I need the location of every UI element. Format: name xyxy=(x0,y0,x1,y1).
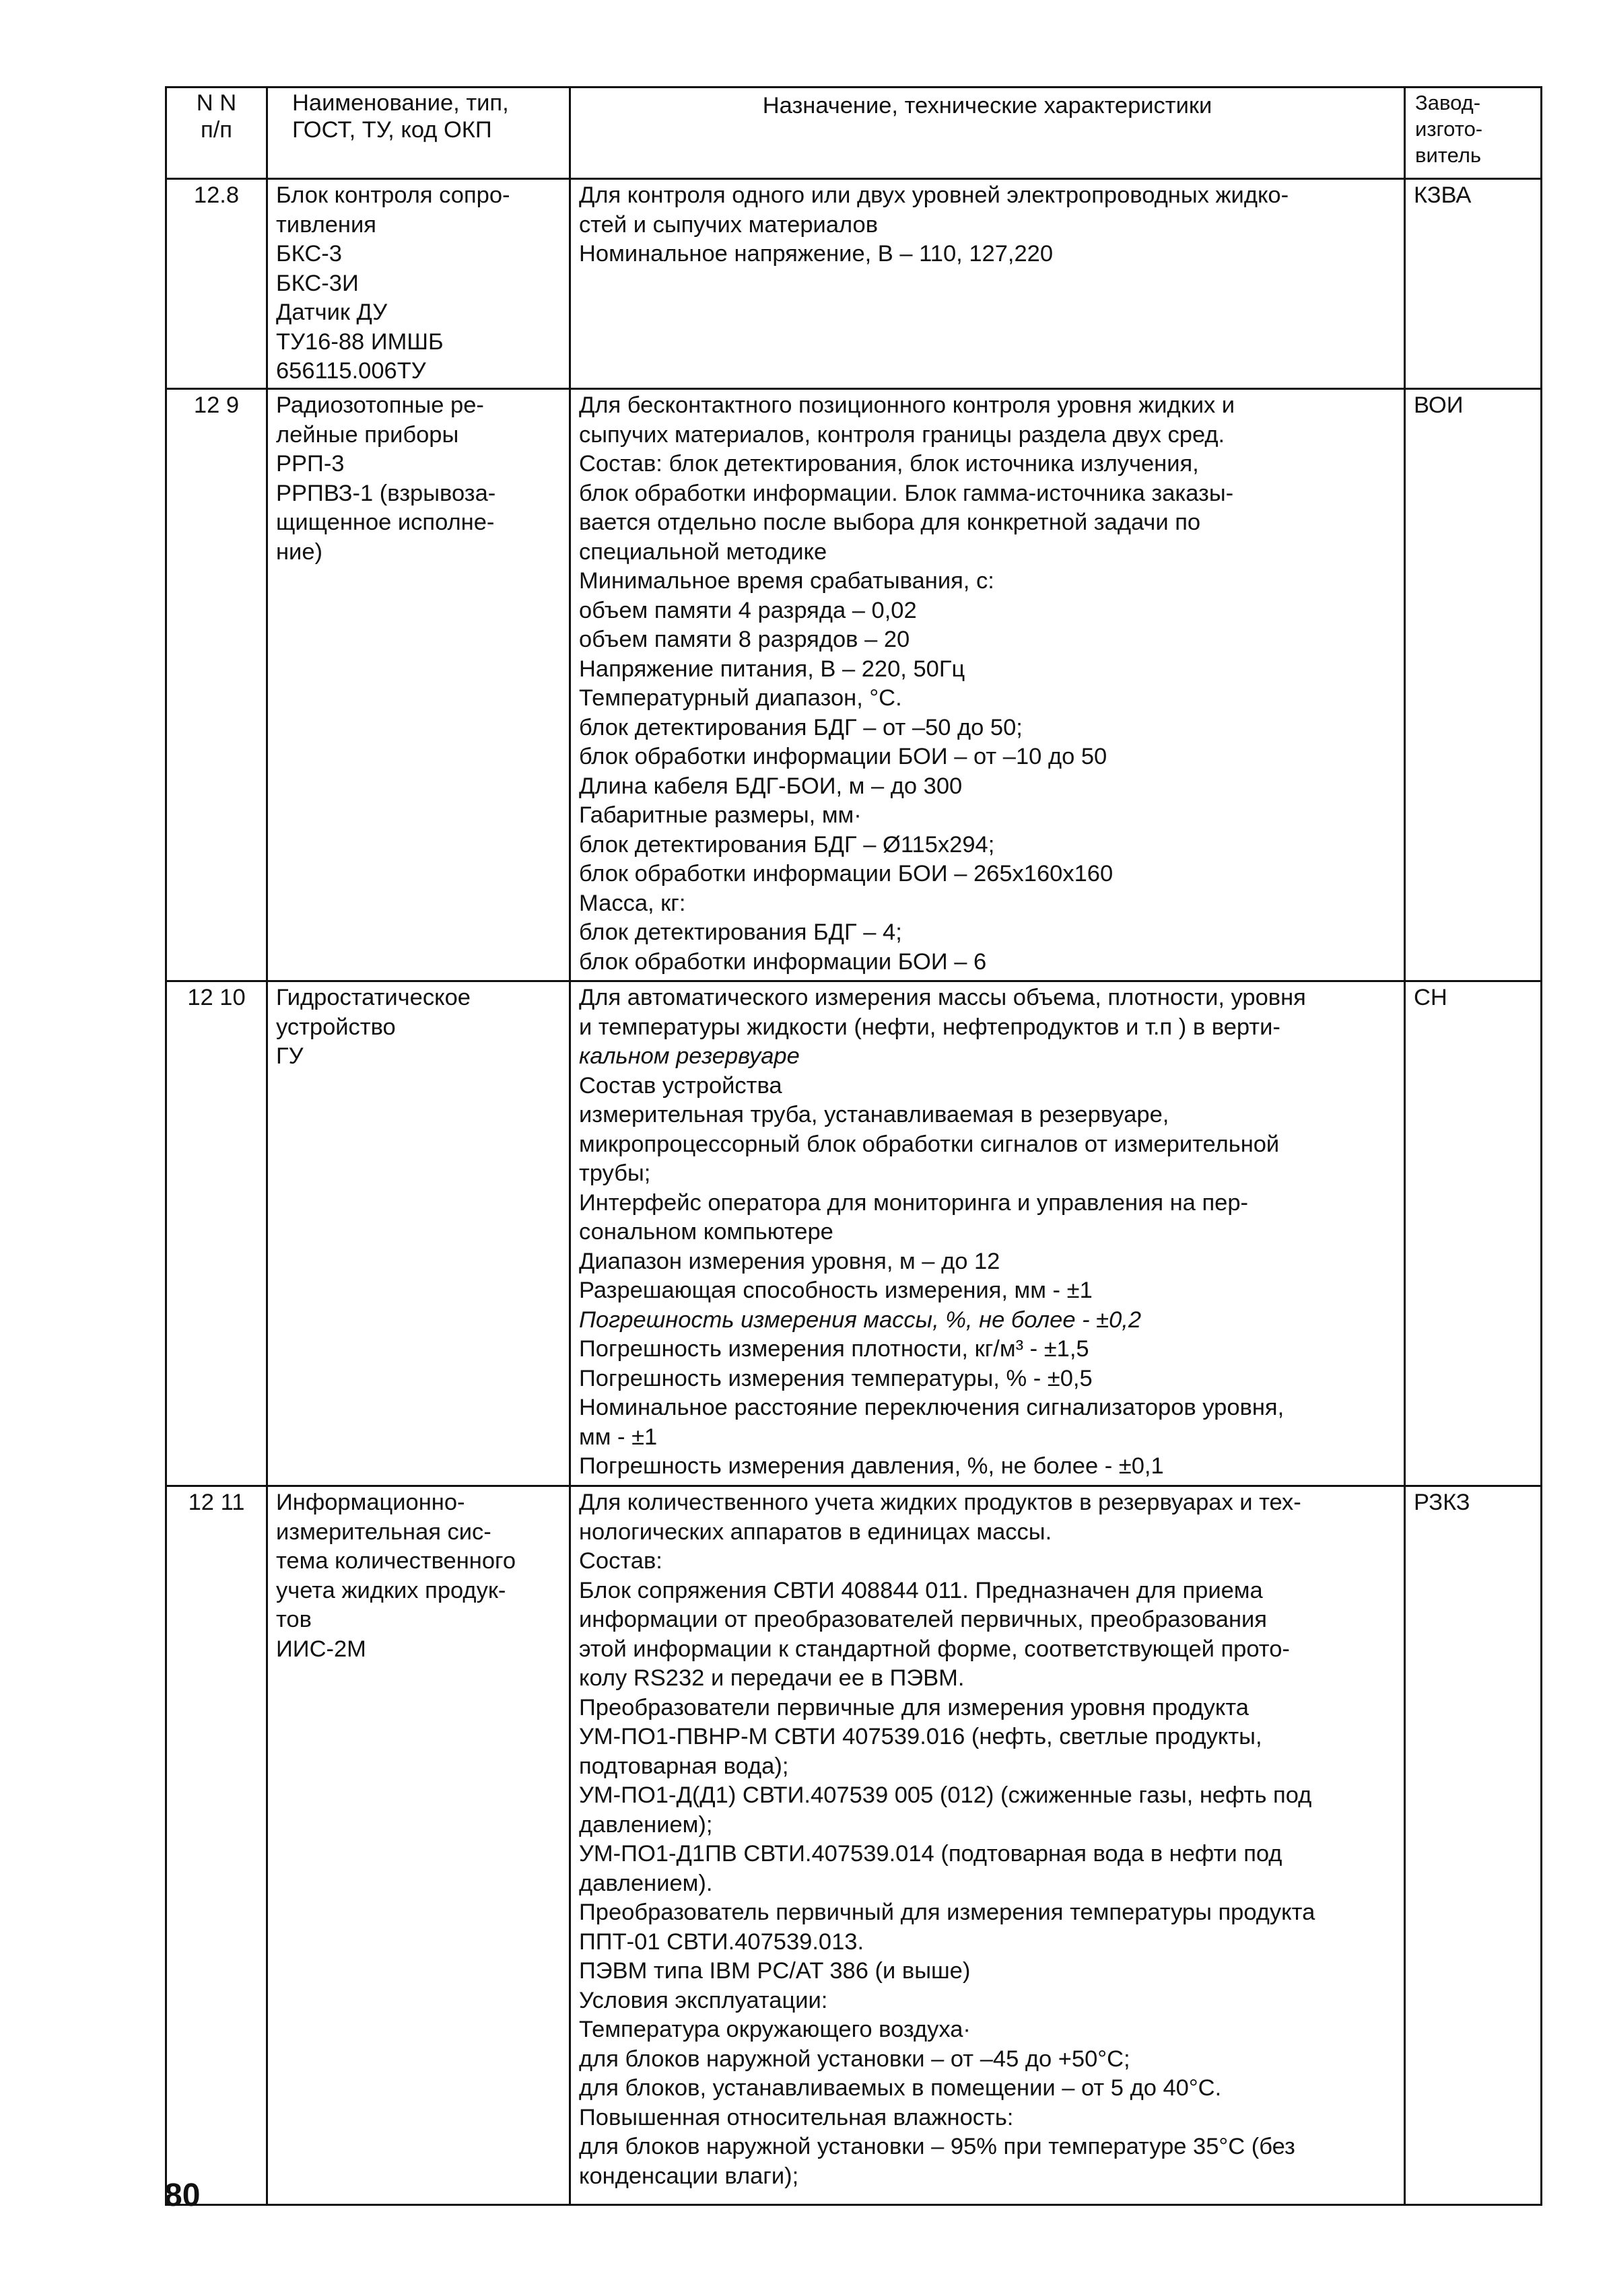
row-name: Блок контроля сопро- тивления БКС-3 БКС-3И Датчик ДУ ТУ16-88 ИМШБ 656115.006ТУ xyxy=(267,179,570,389)
row-number: 12 11 xyxy=(166,1486,267,2205)
row-description: Для контроля одного или двух уровней электропроводных жидко- стей и сыпучих материалов Номинальное напряжение, В – 110, 127,220 xyxy=(570,179,1405,389)
row-maker: РЗКЗ xyxy=(1405,1486,1542,2205)
table-row xyxy=(166,981,1542,1486)
row-number: 12 10 xyxy=(166,981,267,1486)
row-number: 12.8 xyxy=(166,179,267,389)
row-number: 12 9 xyxy=(166,389,267,981)
header-maker: Завод- изгото- витель xyxy=(1405,88,1542,179)
row-name: Радиозотопные ре- лейные приборы РРП-3 РРПВЗ-1 (взрывоза- щищенное исполне- ние) xyxy=(267,389,570,981)
row-description: Для бесконтактного позиционного контроля уровня жидких и сыпучих материалов, контроля границы раздела двух сред. Состав: блок детектирования, блок источника излучения, блок обработки информации. Блок гамма-источника заказы- вается отдельно после выбора для конкретной задачи по специальной методике Минимальное время срабатывания, с: объем памяти 4 разряда – 0,02 объем памяти 8 разрядов – 20 Напряжение питания, В – 220, 50Гц Температурный диапазон, °С. блок детектирования БДГ – от –50 до 50; блок обработки информации БОИ – от –10 до 50 Длина кабеля БДГ-БОИ, м – до 300 Габаритные размеры, мм· блок детектирования БДГ – Ø115x294; блок обработки информации БОИ – 265x160x160 Масса, кг: блок детектирования БДГ – 4; блок обработки информации БОИ – 6 xyxy=(570,389,1405,981)
row-name: Информационно- измерительная сис- тема количественного учета жидких продук- тов ИИС-2М xyxy=(267,1486,570,2205)
table-header-row xyxy=(166,88,1542,179)
table-row xyxy=(166,179,1542,389)
row-maker: КЗВА xyxy=(1405,179,1542,389)
page-number: 80 xyxy=(164,2178,201,2213)
row-maker: ВОИ xyxy=(1405,389,1542,981)
row-description: Для количественного учета жидких продуктов в резервуарах и тех- нологических аппаратов в единицах массы. Состав: Блок сопряжения СВТИ 408844 011. Предназначен для приема информации от преобразователей первичных, преобразования этой информации к стандартной форме, соответствующей прото- колу RS232 и передачи ее в ПЭВМ. Преобразователи первичные для измерения уровня продукта УМ-ПО1-ПВНР-М СВТИ 407539.016 (нефть, светлые продукты, подтоварная вода); УМ-ПО1-Д(Д1) СВТИ.407539 005 (012) (сжиженные газы, нефть под давлением); УМ-ПО1-Д1ПВ СВТИ.407539.014 (подтоварная вода в нефти под давлением). Преобразователь первичный для измерения температуры продукта ППТ-01 СВТИ.407539.013. ПЭВМ типа IBM PC/AT 386 (и выше) Условия эксплуатации: Температура окружающего воздуха· для блоков наружной установки – от –45 до +50°С; для блоков, устанавливаемых в помещении – от 5 до 40°С. Повышенная относительная влажность: для блоков наружной установки – 95% при температуре 35°С (без конденсации влаги); xyxy=(570,1486,1405,2205)
header-name: Наименование, тип, ГОСТ, ТУ, код ОКП xyxy=(267,88,570,179)
row-name: Гидростатическое устройство ГУ xyxy=(267,981,570,1486)
header-desc: Назначение, технические характеристики xyxy=(570,88,1405,179)
table-row xyxy=(166,389,1542,981)
row-maker: СН xyxy=(1405,981,1542,1486)
table-row xyxy=(166,1486,1542,2205)
header-num: N N п/п xyxy=(166,88,267,179)
row-description: Для автоматического измерения массы объема, плотности, уровня и температуры жидкости (нефти, нефтепродуктов и т.п ) в верти- кальном резервуаре Состав устройства измерительная труба, устанавливаемая в резервуаре, микропроцессорный блок обработки сигналов от измерительной трубы; Интерфейс оператора для мониторинга и управления на пер- сональном компьютере Диапазон измерения уровня, м – до 12 Разрешающая способность измерения, мм - ±1 Погрешность измерения массы, %, не более - ±0,2 Погрешность измерения плотности, кг/м³ - ±1,5 Погрешность измерения температуры, % - ±0,5 Номинальное расстояние переключения сигнализаторов уровня, мм - ±1 Погрешность измерения давления, %, не более - ±0,1 xyxy=(570,981,1405,1486)
spec-table xyxy=(165,86,1542,2206)
